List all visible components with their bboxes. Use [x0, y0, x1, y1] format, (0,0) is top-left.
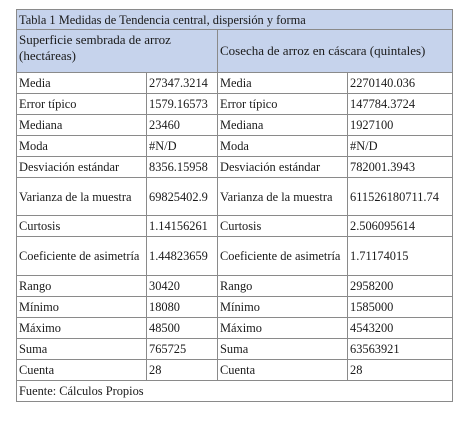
value-left-cell: 23460	[147, 115, 218, 136]
value-right-cell: 1585000	[348, 297, 453, 318]
table-title: Tabla 1 Medidas de Tendencia central, dispersión y forma	[17, 10, 453, 30]
value-right-cell: 4543200	[348, 318, 453, 339]
label-right-cell: Varianza de la muestra	[218, 178, 348, 216]
statistics-table-wrapper	[16, 9, 452, 402]
label-left-cell: Curtosis	[17, 216, 147, 237]
label-left-cell: Cuenta	[17, 360, 147, 381]
label-right-cell: Moda	[218, 136, 348, 157]
label-left-cell: Media	[17, 73, 147, 94]
value-right-cell: 2.506095614	[348, 216, 453, 237]
table-title-row	[17, 10, 453, 30]
label-right-cell: Coeficiente de asimetría	[218, 237, 348, 276]
label-left-cell: Coeficiente de asimetría	[17, 237, 147, 276]
value-right-cell: 1.71174015	[348, 237, 453, 276]
header-cosecha: Cosecha de arroz en cáscara (quintales)	[218, 30, 453, 73]
table-row	[17, 339, 453, 360]
table-row	[17, 318, 453, 339]
statistics-table	[16, 9, 453, 402]
label-right-cell: Cuenta	[218, 360, 348, 381]
header-superficie: Superficie sembrada de arroz (hectáreas)	[17, 30, 218, 73]
label-right-cell: Mínimo	[218, 297, 348, 318]
label-right-cell: Máximo	[218, 318, 348, 339]
value-left-cell: 765725	[147, 339, 218, 360]
value-left-cell: 1579.16573	[147, 94, 218, 115]
label-right-cell: Media	[218, 73, 348, 94]
table-data-rows	[17, 73, 453, 381]
label-left-cell: Suma	[17, 339, 147, 360]
label-left-cell: Desviación estándar	[17, 157, 147, 178]
table-row	[17, 73, 453, 94]
table-row	[17, 360, 453, 381]
label-left-cell: Error típico	[17, 94, 147, 115]
label-left-cell: Mediana	[17, 115, 147, 136]
value-right-cell: 611526180711.74	[348, 178, 453, 216]
label-right-cell: Curtosis	[218, 216, 348, 237]
table-row	[17, 216, 453, 237]
label-right-cell: Rango	[218, 276, 348, 297]
label-right-cell: Mediana	[218, 115, 348, 136]
table-row	[17, 178, 453, 216]
table-row	[17, 297, 453, 318]
value-left-cell: 30420	[147, 276, 218, 297]
table-row	[17, 276, 453, 297]
table-row	[17, 237, 453, 276]
label-left-cell: Mínimo	[17, 297, 147, 318]
value-left-cell: 1.44823659	[147, 237, 218, 276]
table-row	[17, 94, 453, 115]
table-row	[17, 157, 453, 178]
value-right-cell: 1927100	[348, 115, 453, 136]
label-left-cell: Moda	[17, 136, 147, 157]
table-source-note: Fuente: Cálculos Propios	[17, 381, 453, 402]
value-left-cell: 48500	[147, 318, 218, 339]
value-right-cell: 63563921	[348, 339, 453, 360]
label-left-cell: Máximo	[17, 318, 147, 339]
label-right-cell: Suma	[218, 339, 348, 360]
value-left-cell: 18080	[147, 297, 218, 318]
value-right-cell: 2270140.036	[348, 73, 453, 94]
table-footer-row	[17, 381, 453, 402]
label-left-cell: Rango	[17, 276, 147, 297]
value-left-cell: 28	[147, 360, 218, 381]
value-left-cell: 8356.15958	[147, 157, 218, 178]
value-right-cell: 28	[348, 360, 453, 381]
value-left-cell: 1.14156261	[147, 216, 218, 237]
label-right-cell: Desviación estándar	[218, 157, 348, 178]
value-right-cell: 2958200	[348, 276, 453, 297]
table-footer	[17, 381, 453, 402]
value-right-cell: 782001.3943	[348, 157, 453, 178]
label-left-cell: Varianza de la muestra	[17, 178, 147, 216]
value-left-cell: #N/D	[147, 136, 218, 157]
label-right-cell: Error típico	[218, 94, 348, 115]
value-right-cell: 147784.3724	[348, 94, 453, 115]
value-left-cell: 69825402.9	[147, 178, 218, 216]
table-header-row	[17, 30, 453, 73]
table-row	[17, 115, 453, 136]
value-left-cell: 27347.3214	[147, 73, 218, 94]
table-row	[17, 136, 453, 157]
table-body	[17, 10, 453, 73]
value-right-cell: #N/D	[348, 136, 453, 157]
